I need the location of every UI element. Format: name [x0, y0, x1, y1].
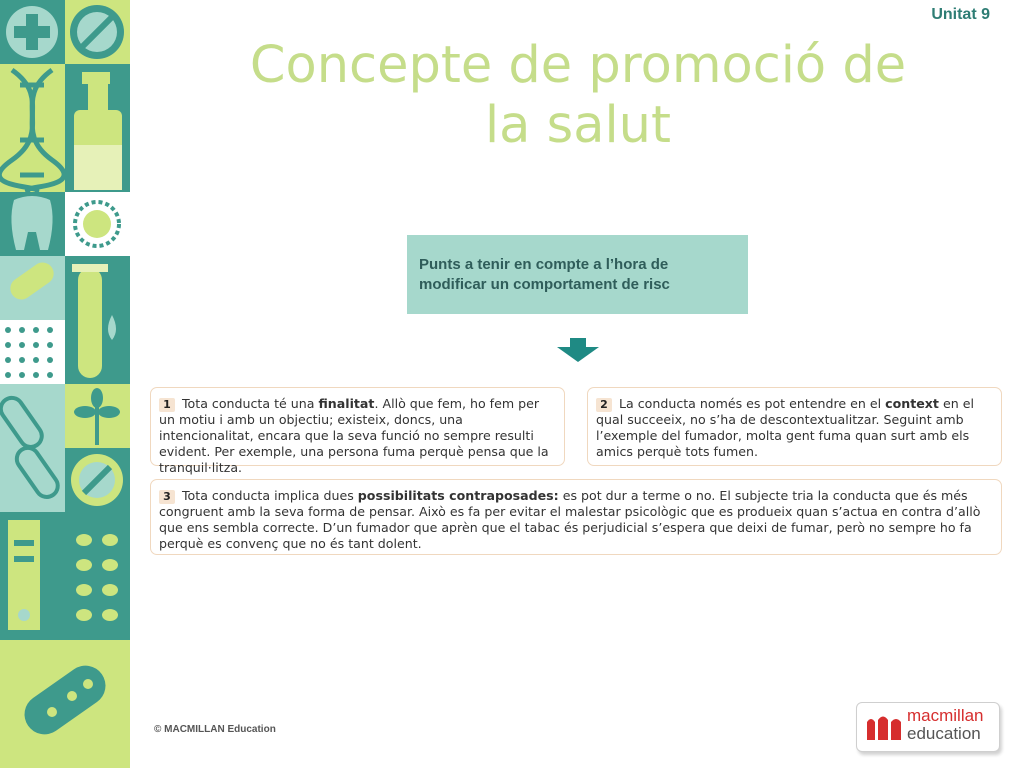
capsule-icon [71, 454, 123, 506]
point-keyword: context [885, 396, 939, 411]
point-text: Tota conducta implica dues [182, 488, 358, 503]
pill-icon [70, 5, 124, 59]
decorative-sidebar [0, 0, 130, 768]
title-line-2: la salut [485, 96, 671, 155]
medical-cross-icon [6, 6, 58, 58]
key-box-line-1: Punts a tenir en compte a l’hora de [419, 256, 669, 273]
point-text: es pot dur a terme o no. El subjecte tria la conducta que és més congruent amb la seva forma de pensar. Això es fa per evitar el malestar psicològic que es produeix quan s’actua en contra d’allò que ens sembla correcte. D’un fumador que aprèn que el tabac és perjudicial s’espera que deixi de fumar, però no sempre ho fa perquè es convenç que no és tant dolent. [159, 488, 981, 551]
copyright-notice: © MACMILLAN Education [154, 724, 276, 735]
point-keyword: possibilitats contraposades: [357, 488, 559, 503]
macmillan-logo [856, 702, 1000, 752]
macmillan-mark-icon [865, 712, 903, 742]
point-card-3 [150, 479, 1002, 555]
key-points-box [407, 235, 748, 314]
point-card-1 [150, 387, 565, 475]
point-text: La conducta només es pot entendre en el [619, 396, 886, 411]
unit-label: Unitat 9 [931, 6, 990, 23]
health-pattern [0, 0, 130, 768]
point-keyword: finalitat [318, 396, 375, 411]
point-text: . Allò que fem, ho fem per un motiu i amb un objectiu; existeix, doncs, una intencionalitat, encara que la seva funció no sempre resulti evident. Per exemple, una persona fuma perquè pensa que la tranquil·litza. [159, 396, 549, 475]
brand-word-education: education [907, 724, 981, 743]
point-number: 1 [159, 398, 175, 412]
point-number: 3 [159, 490, 175, 504]
point-card-2 [587, 387, 1002, 466]
point-text: Tota conducta té una [182, 396, 319, 411]
key-box-line-2: modificar un comportament de risc [419, 276, 670, 293]
title-line-1: Concepte de promoció de [249, 36, 907, 95]
point-text: en el qual succeeix, no s’ha de descontextualitzar. Seguint amb l’exemple del fumador, molta gent fuma quan surt amb els amics perquè tots fumen. [596, 396, 974, 459]
point-number: 2 [596, 398, 612, 412]
page-title [160, 36, 996, 156]
binder-icon [8, 520, 40, 630]
brand-word-macmillan: macmillan [907, 706, 984, 725]
down-arrow-icon [557, 338, 599, 362]
